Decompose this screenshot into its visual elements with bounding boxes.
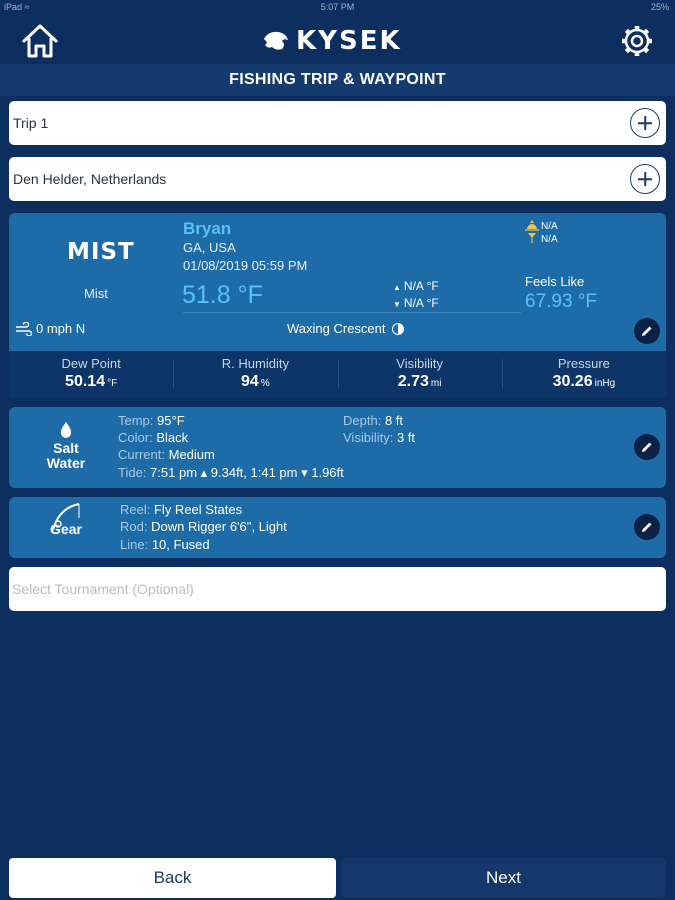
sunrise-value: N/A: [541, 221, 558, 232]
stat-unit: inHg: [594, 378, 616, 389]
water-drop-icon: [59, 421, 73, 439]
trip-field[interactable]: [9, 101, 666, 145]
gear-line-label: Line:: [120, 537, 149, 552]
stat-value: [502, 373, 666, 391]
wind: [15, 321, 85, 336]
water-depth-value: 8 ft: [384, 413, 404, 428]
stat-unit: mi: [430, 378, 442, 389]
temp-high: [393, 279, 439, 293]
water-color-value: Black: [156, 430, 189, 445]
pencil-icon: [641, 441, 653, 453]
stat-unit: °F: [107, 378, 118, 389]
edit-gear-button[interactable]: [634, 514, 660, 540]
location-field[interactable]: [9, 157, 666, 201]
down-arrow-icon: ▼: [393, 300, 401, 309]
water-temp: [118, 413, 185, 428]
status-time: 5:07 PM: [320, 2, 355, 12]
add-trip-button[interactable]: [630, 108, 660, 138]
gear-rod: [120, 519, 287, 534]
water-temp-value: 95°F: [157, 413, 185, 428]
water-tide-label: Tide:: [118, 465, 147, 480]
gear-badge: [31, 502, 101, 537]
salt-water-badge: [31, 421, 101, 471]
water-tide-value: 7:51 pm ▴ 9.34ft, 1:41 pm ▾ 1.96ft: [150, 465, 344, 480]
nav-bar: [0, 14, 675, 64]
sunset-value: N/A: [541, 234, 558, 245]
water-card: [9, 407, 666, 488]
weather-datetime: 01/08/2019 05:59 PM: [183, 258, 308, 273]
kysek-logo: [262, 26, 402, 56]
gear-icon: [617, 22, 657, 60]
weather-condition: Mist: [84, 286, 108, 301]
location-value: Den Helder, Netherlands: [13, 171, 167, 187]
feels-like-label: Feels Like: [525, 274, 585, 289]
water-visibility-label: Visibility:: [343, 430, 394, 445]
water-depth: [343, 413, 403, 428]
stat-number: 94: [241, 373, 259, 390]
weather-user-name: Bryan: [183, 219, 232, 238]
stat-label: Pressure: [557, 356, 610, 371]
temp-high-value: N/A °F: [403, 279, 439, 293]
stat-value: [9, 373, 173, 391]
water-current: [118, 447, 215, 462]
stat-dew-point: [9, 351, 173, 398]
panther-logo-icon: [262, 29, 290, 53]
moon-phase-value: Waxing Crescent: [287, 321, 386, 336]
divider: [183, 312, 521, 313]
status-bar: [0, 0, 675, 14]
stat-visibility: [338, 351, 502, 398]
stat-humidity: [173, 351, 337, 398]
next-button[interactable]: Next: [341, 858, 666, 898]
gear-reel-value: Fly Reel States: [153, 502, 243, 517]
battery-level: 25%: [650, 2, 669, 12]
water-current-value: Medium: [168, 447, 215, 462]
gear-reel-label: Reel:: [120, 502, 151, 517]
pencil-icon: [641, 521, 653, 533]
wind-value: 0 mph N: [36, 321, 86, 336]
stat-unit: %: [260, 378, 270, 389]
add-location-button[interactable]: [630, 164, 660, 194]
gear-card: [9, 497, 666, 558]
logo-text: KYSEK: [296, 26, 402, 56]
water-visibility: [343, 430, 415, 445]
water-current-label: Current:: [118, 447, 165, 462]
edit-weather-button[interactable]: [634, 318, 660, 344]
home-button[interactable]: [20, 22, 60, 60]
water-visibility-value: 3 ft: [396, 430, 416, 445]
water-color-label: Color:: [118, 430, 153, 445]
device-label: iPad ≈: [4, 2, 30, 12]
water-depth-label: Depth:: [343, 413, 382, 428]
stat-number: 2.73: [397, 373, 429, 390]
up-arrow-icon: ▲: [393, 283, 401, 292]
feels-like-value: 67.93 °F: [525, 291, 598, 312]
water-color: [118, 430, 188, 445]
moon-phase: [287, 321, 404, 336]
stat-label: Visibility: [396, 356, 443, 371]
tournament-select[interactable]: [9, 567, 666, 611]
weather-card: [9, 213, 666, 398]
settings-button[interactable]: [617, 22, 657, 60]
gear-rod-label: Rod:: [120, 519, 148, 534]
edit-water-button[interactable]: [634, 434, 660, 460]
temp-low: [393, 296, 439, 310]
gear-title: Gear: [50, 521, 82, 537]
gear-rod-value: Down Rigger 6'6", Light: [151, 519, 287, 534]
stat-number: 50.14: [65, 373, 106, 390]
stat-label: Dew Point: [61, 356, 121, 371]
stat-pressure: [502, 351, 666, 398]
weather-stats: [9, 351, 666, 398]
trip-value: Trip 1: [13, 115, 49, 131]
weather-temperature: 51.8 °F: [182, 281, 263, 309]
tournament-placeholder: Select Tournament (Optional): [12, 581, 194, 597]
stat-value: [173, 373, 337, 391]
stat-number: 30.26: [552, 373, 593, 390]
gear-line-value: 10, Fused: [151, 537, 210, 552]
moon-icon: [392, 323, 404, 335]
page-title: FISHING TRIP & WAYPOINT: [0, 64, 675, 96]
gear-reel: [120, 502, 242, 517]
weather-location: GA, USA: [183, 240, 236, 255]
stat-value: [338, 373, 502, 391]
water-type-line1: Salt: [53, 440, 79, 456]
water-type-line2: Water: [46, 455, 86, 471]
gear-line: [120, 537, 210, 552]
home-icon: [20, 22, 60, 60]
weather-condition-icon: MIST: [67, 239, 135, 265]
temp-low-value: N/A °F: [403, 296, 439, 310]
water-temp-label: Temp:: [118, 413, 154, 428]
water-tide: [118, 465, 344, 481]
stat-label: R. Humidity: [221, 356, 289, 371]
back-button[interactable]: Back: [9, 858, 336, 898]
sunrise-sunset-icon: [525, 219, 539, 245]
pencil-icon: [641, 325, 653, 337]
wind-icon: [15, 322, 33, 336]
